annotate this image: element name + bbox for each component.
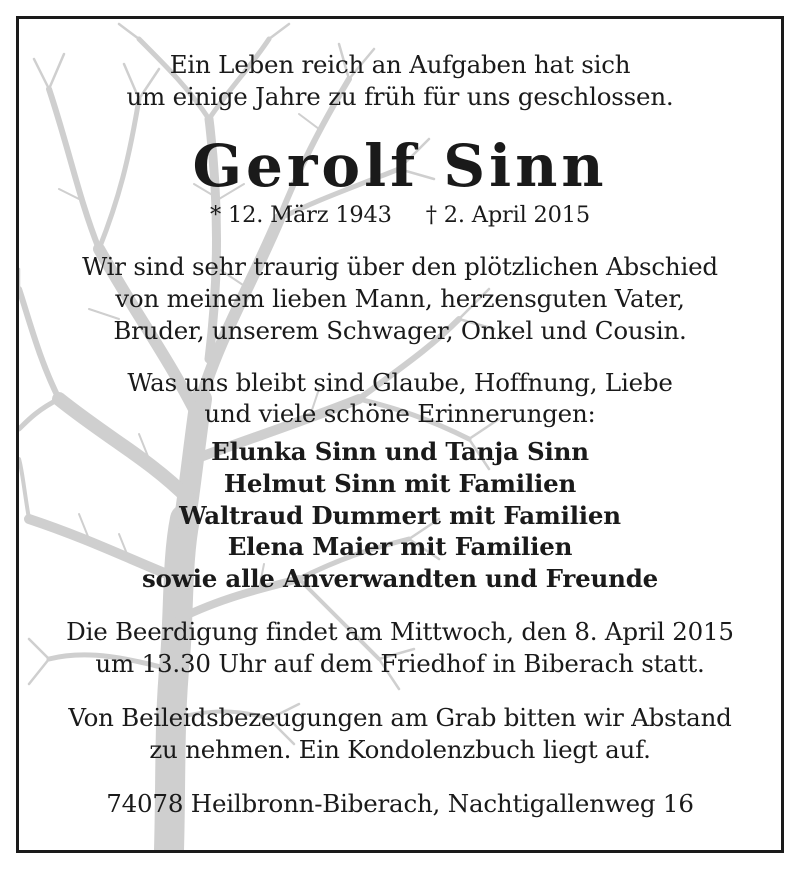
intro-line: um einige Jahre zu früh für uns geschlossen. — [126, 82, 674, 111]
intro-line: Ein Leben reich an Aufgaben hat sich — [169, 50, 631, 79]
condolences-line: Von Beileidsbezeugungen am Grab bitten wir Abstand — [68, 703, 732, 732]
obituary-text — [19, 19, 781, 850]
mourner-entry: Elunka Sinn und Tanja Sinn — [211, 437, 589, 466]
address: 74078 Heilbronn-Biberach, Nachtigallenweg 16 — [106, 789, 694, 818]
message-line: Wir sind sehr traurig über den plötzlichen Abschied — [82, 252, 718, 281]
mourner-entry: sowie alle Anverwandten und Freunde — [141, 564, 659, 593]
funeral-line: um 13.30 Uhr auf dem Friedhof in Biberach statt. — [95, 649, 705, 678]
mourner-entry: Elena Maier mit Familien — [227, 532, 573, 561]
message-line: Bruder, unserem Schwager, Onkel und Cousin. — [113, 316, 687, 345]
obituary-notice — [16, 16, 784, 853]
remembrance-line: Was uns bleibt sind Glaube, Hoffnung, Liebe — [127, 368, 673, 397]
deceased-name: Gerolf Sinn — [192, 132, 608, 200]
mourner-entry: Helmut Sinn mit Familien — [223, 469, 577, 498]
mourner-entry: Waltraud Dummert mit Familien — [179, 501, 621, 530]
funeral-line: Die Beerdigung findet am Mittwoch, den 8. April 2015 — [66, 617, 734, 646]
birth-date: * 12. März 1943 — [209, 202, 392, 228]
remembrance-line: und viele schöne Erinnerungen: — [204, 399, 596, 428]
life-dates — [19, 199, 781, 231]
condolences-line: zu nehmen. Ein Kondolenzbuch liegt auf. — [149, 735, 651, 764]
message-line: von meinem lieben Mann, herzensguten Vater, — [115, 284, 685, 313]
death-date: † 2. April 2015 — [425, 202, 591, 228]
